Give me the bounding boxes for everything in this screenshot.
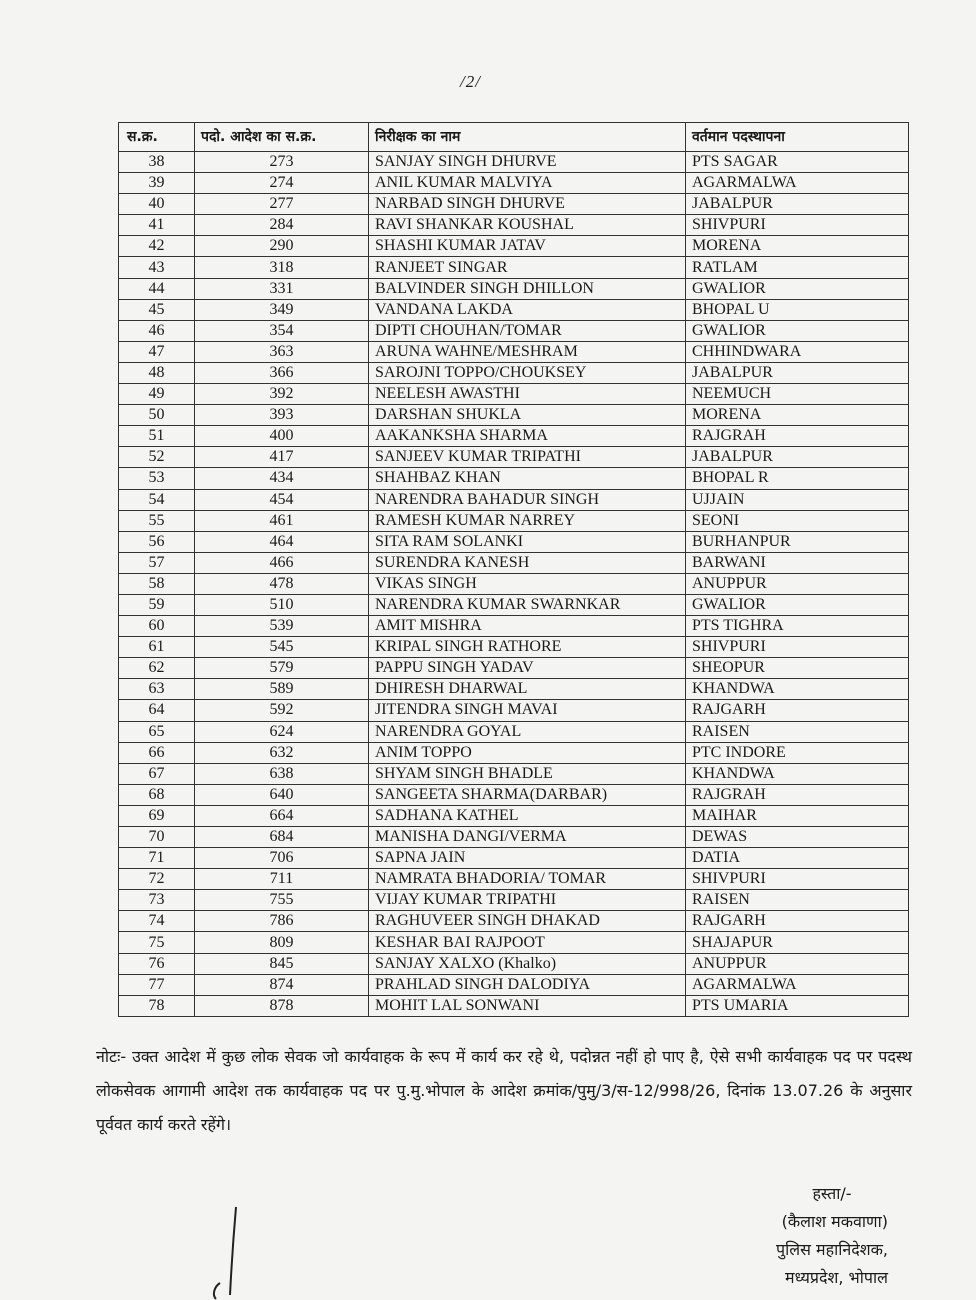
cell-inspector-name: NARENDRA BAHADUR SINGH [369, 489, 686, 510]
cell-serial-number: 64 [119, 700, 195, 721]
cell-serial-number: 75 [119, 932, 195, 953]
cell-order-number: 638 [195, 763, 369, 784]
cell-current-posting: AGARMALWA [686, 974, 909, 995]
table-row [119, 257, 909, 278]
cell-order-number: 466 [195, 552, 369, 573]
cell-serial-number: 72 [119, 869, 195, 890]
cell-current-posting: RAISEN [686, 721, 909, 742]
cell-order-number: 273 [195, 152, 369, 173]
cell-order-number: 579 [195, 658, 369, 679]
cell-current-posting: SHEOPUR [686, 658, 909, 679]
cell-order-number: 461 [195, 510, 369, 531]
table-row [119, 594, 909, 615]
table-row [119, 468, 909, 489]
cell-current-posting: DEWAS [686, 827, 909, 848]
cell-current-posting: RAJGARH [686, 911, 909, 932]
cell-current-posting: PTS UMARIA [686, 995, 909, 1016]
cell-order-number: 354 [195, 320, 369, 341]
cell-order-number: 845 [195, 953, 369, 974]
cell-current-posting: JABALPUR [686, 194, 909, 215]
cell-current-posting: AGARMALWA [686, 173, 909, 194]
cell-current-posting: PTC INDORE [686, 742, 909, 763]
cell-current-posting: RATLAM [686, 257, 909, 278]
cell-current-posting: ANUPPUR [686, 953, 909, 974]
cell-serial-number: 53 [119, 468, 195, 489]
cell-current-posting: SHIVPURI [686, 215, 909, 236]
cell-inspector-name: NEELESH AWASTHI [369, 384, 686, 405]
cell-order-number: 331 [195, 278, 369, 299]
cell-inspector-name: NARENDRA KUMAR SWARNKAR [369, 594, 686, 615]
table-row [119, 573, 909, 594]
inspector-list-table [118, 122, 909, 1017]
table-row [119, 194, 909, 215]
cell-serial-number: 76 [119, 953, 195, 974]
cell-order-number: 464 [195, 531, 369, 552]
table-row [119, 510, 909, 531]
cell-inspector-name: NAMRATA BHADORIA/ TOMAR [369, 869, 686, 890]
table-row [119, 173, 909, 194]
signatory-designation: पुलिस महानिदेशक, [776, 1240, 888, 1259]
cell-inspector-name: AAKANKSHA SHARMA [369, 426, 686, 447]
cell-serial-number: 39 [119, 173, 195, 194]
cell-serial-number: 46 [119, 320, 195, 341]
cell-serial-number: 40 [119, 194, 195, 215]
cell-order-number: 349 [195, 299, 369, 320]
table-row [119, 932, 909, 953]
table-row [119, 827, 909, 848]
table-body [119, 152, 909, 1017]
cell-order-number: 786 [195, 911, 369, 932]
cell-inspector-name: PRAHLAD SINGH DALODIYA [369, 974, 686, 995]
cell-order-number: 878 [195, 995, 369, 1016]
table-row [119, 278, 909, 299]
cell-serial-number: 52 [119, 447, 195, 468]
cell-current-posting: MORENA [686, 405, 909, 426]
cell-current-posting: GWALIOR [686, 278, 909, 299]
cell-serial-number: 68 [119, 784, 195, 805]
table-row [119, 953, 909, 974]
cell-current-posting: CHHINDWARA [686, 341, 909, 362]
cell-inspector-name: NARBAD SINGH DHURVE [369, 194, 686, 215]
table-row [119, 236, 909, 257]
cell-inspector-name: JITENDRA SINGH MAVAI [369, 700, 686, 721]
cell-serial-number: 69 [119, 805, 195, 826]
table-row [119, 637, 909, 658]
cell-order-number: 277 [195, 194, 369, 215]
cell-current-posting: PTS TIGHRA [686, 616, 909, 637]
note-paragraph: नोटः- उक्त आदेश में कुछ लोक सेवक जो कार्यवाहक के रूप में कार्य कर रहे थे, पदोन्नत नहीं हो पाए है, ऐसे सभी कार्यवाहक पद पर पदस्थ लोकसेवक आगामी आदेश तक कार्यवाहक पद पर पु.मु.भोपाल के आदेश क्रमांक/पुमु/3/स-12/998/26, दिनांक 13.07.26 के अनुसार पूर्ववत कार्य करते रहेंगे। [96, 1047, 912, 1134]
signatory-location: मध्यप्रदेश, भोपाल [785, 1268, 888, 1287]
cell-inspector-name: DARSHAN SHUKLA [369, 405, 686, 426]
cell-current-posting: KHANDWA [686, 763, 909, 784]
table-row [119, 911, 909, 932]
cell-serial-number: 55 [119, 510, 195, 531]
table-row [119, 721, 909, 742]
cell-current-posting: SEONI [686, 510, 909, 531]
cell-current-posting: GWALIOR [686, 594, 909, 615]
cell-serial-number: 58 [119, 573, 195, 594]
table-row [119, 974, 909, 995]
cell-serial-number: 73 [119, 890, 195, 911]
table-row [119, 299, 909, 320]
cell-serial-number: 60 [119, 616, 195, 637]
cell-order-number: 454 [195, 489, 369, 510]
cell-inspector-name: SAROJNI TOPPO/CHOUKSEY [369, 362, 686, 383]
cell-serial-number: 63 [119, 679, 195, 700]
cell-current-posting: KHANDWA [686, 679, 909, 700]
cell-current-posting: RAJGRAH [686, 784, 909, 805]
cell-serial-number: 47 [119, 341, 195, 362]
header-inspector-name: निरीक्षक का नाम [369, 123, 686, 152]
cell-serial-number: 38 [119, 152, 195, 173]
cell-serial-number: 50 [119, 405, 195, 426]
table-row [119, 426, 909, 447]
cell-order-number: 393 [195, 405, 369, 426]
table-row [119, 848, 909, 869]
table-row [119, 320, 909, 341]
cell-current-posting: DATIA [686, 848, 909, 869]
cell-current-posting: UJJAIN [686, 489, 909, 510]
cell-inspector-name: RANJEET SINGAR [369, 257, 686, 278]
cell-order-number: 539 [195, 616, 369, 637]
cell-inspector-name: RAMESH KUMAR NARREY [369, 510, 686, 531]
cell-order-number: 434 [195, 468, 369, 489]
cell-inspector-name: SHASHI KUMAR JATAV [369, 236, 686, 257]
table-row [119, 447, 909, 468]
cell-current-posting: PTS SAGAR [686, 152, 909, 173]
cell-current-posting: MORENA [686, 236, 909, 257]
table-header-row [119, 123, 909, 152]
table-row [119, 341, 909, 362]
cell-inspector-name: KRIPAL SINGH RATHORE [369, 637, 686, 658]
pen-stroke-mark [206, 1205, 246, 1300]
cell-order-number: 274 [195, 173, 369, 194]
cell-serial-number: 43 [119, 257, 195, 278]
cell-inspector-name: VANDANA LAKDA [369, 299, 686, 320]
cell-serial-number: 41 [119, 215, 195, 236]
cell-current-posting: NEEMUCH [686, 384, 909, 405]
cell-order-number: 400 [195, 426, 369, 447]
table-row [119, 531, 909, 552]
cell-order-number: 624 [195, 721, 369, 742]
cell-inspector-name: VIJAY KUMAR TRIPATHI [369, 890, 686, 911]
cell-order-number: 284 [195, 215, 369, 236]
cell-current-posting: SHIVPURI [686, 637, 909, 658]
cell-inspector-name: SANJEEV KUMAR TRIPATHI [369, 447, 686, 468]
table-row [119, 215, 909, 236]
cell-order-number: 417 [195, 447, 369, 468]
cell-current-posting: JABALPUR [686, 447, 909, 468]
cell-serial-number: 48 [119, 362, 195, 383]
table-row [119, 489, 909, 510]
table-row [119, 552, 909, 573]
cell-serial-number: 71 [119, 848, 195, 869]
table-row [119, 784, 909, 805]
table-row [119, 995, 909, 1016]
cell-inspector-name: SANGEETA SHARMA(DARBAR) [369, 784, 686, 805]
cell-current-posting: SHIVPURI [686, 869, 909, 890]
signatory-name: (कैलाश मकवाणा) [781, 1212, 888, 1231]
table-row [119, 658, 909, 679]
cell-order-number: 874 [195, 974, 369, 995]
cell-inspector-name: SHYAM SINGH BHADLE [369, 763, 686, 784]
page-number: /2/ [460, 72, 481, 91]
cell-order-number: 711 [195, 869, 369, 890]
cell-inspector-name: MANISHA DANGI/VERMA [369, 827, 686, 848]
table-row [119, 152, 909, 173]
table-row [119, 362, 909, 383]
header-order-number: पदो. आदेश का स.क्र. [195, 123, 369, 152]
cell-serial-number: 77 [119, 974, 195, 995]
cell-serial-number: 57 [119, 552, 195, 573]
cell-current-posting: SHAJAPUR [686, 932, 909, 953]
cell-inspector-name: BALVINDER SINGH DHILLON [369, 278, 686, 299]
cell-serial-number: 67 [119, 763, 195, 784]
cell-order-number: 363 [195, 341, 369, 362]
table-row [119, 763, 909, 784]
cell-order-number: 640 [195, 784, 369, 805]
cell-order-number: 318 [195, 257, 369, 278]
cell-inspector-name: RAVI SHANKAR KOUSHAL [369, 215, 686, 236]
cell-order-number: 478 [195, 573, 369, 594]
cell-serial-number: 70 [119, 827, 195, 848]
cell-inspector-name: ANIM TOPPO [369, 742, 686, 763]
table-row [119, 805, 909, 826]
cell-order-number: 755 [195, 890, 369, 911]
table-row [119, 616, 909, 637]
cell-inspector-name: RAGHUVEER SINGH DHAKAD [369, 911, 686, 932]
cell-current-posting: MAIHAR [686, 805, 909, 826]
cell-inspector-name: SHAHBAZ KHAN [369, 468, 686, 489]
cell-order-number: 809 [195, 932, 369, 953]
cell-serial-number: 59 [119, 594, 195, 615]
cell-serial-number: 74 [119, 911, 195, 932]
cell-inspector-name: MOHIT LAL SONWANI [369, 995, 686, 1016]
cell-inspector-name: SITA RAM SOLANKI [369, 531, 686, 552]
cell-order-number: 632 [195, 742, 369, 763]
cell-inspector-name: AMIT MISHRA [369, 616, 686, 637]
cell-order-number: 589 [195, 679, 369, 700]
cell-order-number: 684 [195, 827, 369, 848]
header-current-posting: वर्तमान पदस्थापना [686, 123, 909, 152]
table-row [119, 700, 909, 721]
table-row [119, 384, 909, 405]
cell-inspector-name: DIPTI CHOUHAN/TOMAR [369, 320, 686, 341]
cell-current-posting: GWALIOR [686, 320, 909, 341]
cell-serial-number: 42 [119, 236, 195, 257]
cell-serial-number: 66 [119, 742, 195, 763]
cell-order-number: 290 [195, 236, 369, 257]
signed-marker: हस्ता/- [812, 1184, 852, 1203]
cell-inspector-name: VIKAS SINGH [369, 573, 686, 594]
cell-current-posting: BARWANI [686, 552, 909, 573]
cell-inspector-name: ARUNA WAHNE/MESHRAM [369, 341, 686, 362]
signature-block [776, 1180, 888, 1292]
cell-serial-number: 61 [119, 637, 195, 658]
cell-current-posting: RAJGARH [686, 700, 909, 721]
cell-order-number: 545 [195, 637, 369, 658]
cell-current-posting: JABALPUR [686, 362, 909, 383]
cell-inspector-name: PAPPU SINGH YADAV [369, 658, 686, 679]
cell-serial-number: 65 [119, 721, 195, 742]
header-serial-number: स.क्र. [119, 123, 195, 152]
cell-current-posting: BHOPAL U [686, 299, 909, 320]
cell-serial-number: 62 [119, 658, 195, 679]
cell-inspector-name: SANJAY XALXO (Khalko) [369, 953, 686, 974]
cell-serial-number: 45 [119, 299, 195, 320]
table-row [119, 405, 909, 426]
cell-serial-number: 51 [119, 426, 195, 447]
cell-order-number: 592 [195, 700, 369, 721]
cell-inspector-name: SAPNA JAIN [369, 848, 686, 869]
cell-current-posting: RAJGRAH [686, 426, 909, 447]
cell-current-posting: ANUPPUR [686, 573, 909, 594]
cell-inspector-name: ANIL KUMAR MALVIYA [369, 173, 686, 194]
cell-serial-number: 54 [119, 489, 195, 510]
cell-order-number: 706 [195, 848, 369, 869]
table-row [119, 890, 909, 911]
cell-inspector-name: DHIRESH DHARWAL [369, 679, 686, 700]
table-row [119, 679, 909, 700]
table-row [119, 742, 909, 763]
table-row [119, 869, 909, 890]
cell-inspector-name: KESHAR BAI RAJPOOT [369, 932, 686, 953]
cell-serial-number: 49 [119, 384, 195, 405]
cell-inspector-name: SANJAY SINGH DHURVE [369, 152, 686, 173]
cell-serial-number: 44 [119, 278, 195, 299]
cell-order-number: 510 [195, 594, 369, 615]
cell-inspector-name: SURENDRA KANESH [369, 552, 686, 573]
cell-inspector-name: NARENDRA GOYAL [369, 721, 686, 742]
cell-current-posting: RAISEN [686, 890, 909, 911]
cell-order-number: 366 [195, 362, 369, 383]
cell-current-posting: BHOPAL R [686, 468, 909, 489]
cell-order-number: 664 [195, 805, 369, 826]
cell-serial-number: 78 [119, 995, 195, 1016]
cell-order-number: 392 [195, 384, 369, 405]
cell-inspector-name: SADHANA KATHEL [369, 805, 686, 826]
cell-current-posting: BURHANPUR [686, 531, 909, 552]
cell-serial-number: 56 [119, 531, 195, 552]
